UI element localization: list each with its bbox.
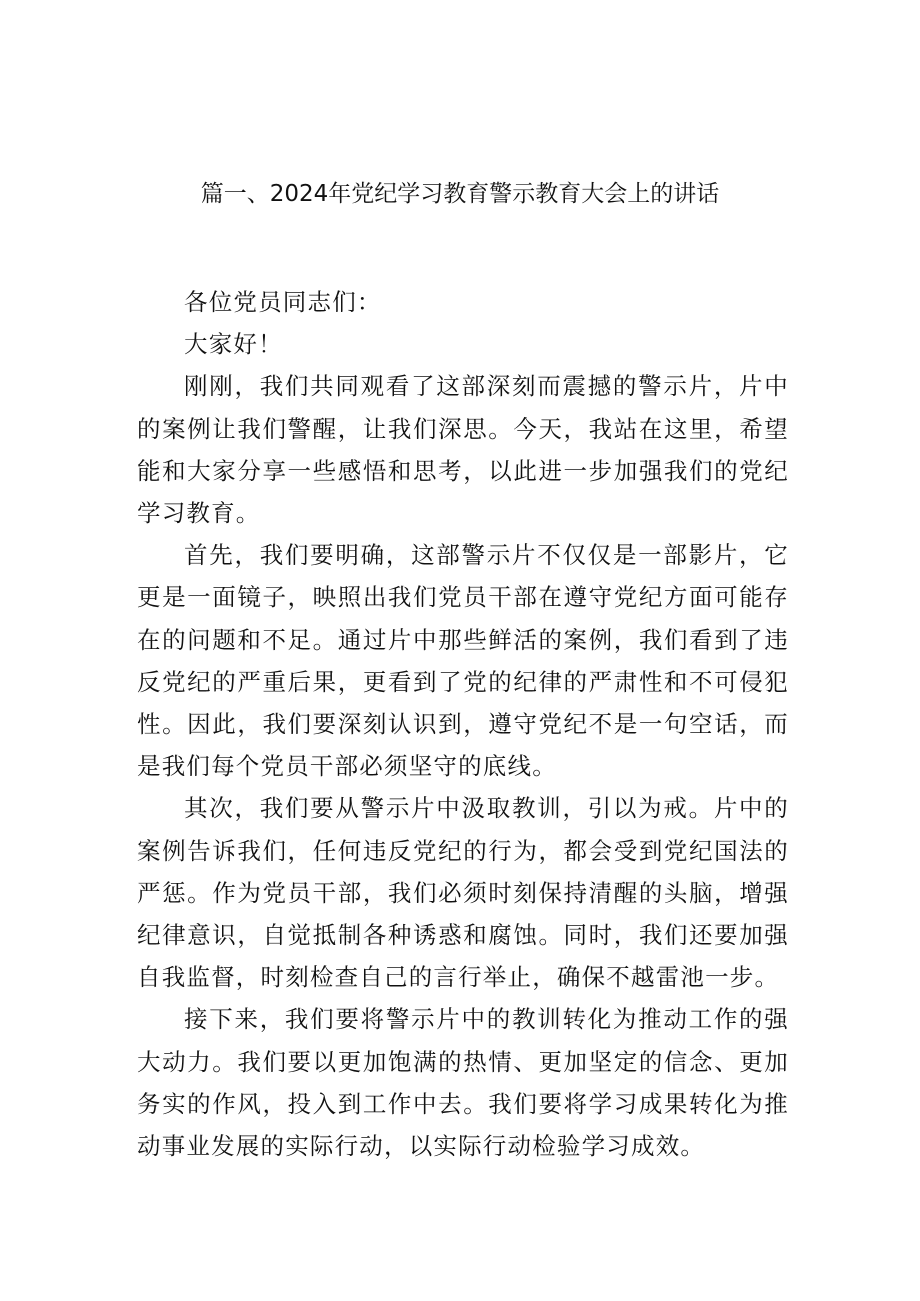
document-title: 篇一、2024年党纪学习教育警示教育大会上的讲话 <box>200 181 720 207</box>
document-body <box>137 281 789 1167</box>
paragraph-intro: 刚刚，我们共同观看了这部深刻而震撼的警示片，片中的案例让我们警醒，让我们深思。今天，我站在这里，希望能和大家分享一些感悟和思考，以此进一步加强我们的党纪学习教育。 <box>137 372 789 528</box>
paragraph-first: 首先，我们要明确，这部警示片不仅仅是一部影片，它更是一面镜子，映照出我们党员干部在遵守党纪方面可能存在的问题和不足。通过片中那些鲜活的案例，我们看到了违反党纪的严重后果，更看到了党的纪律的严肃性和不可侵犯性。因此，我们要深刻认识到，遵守党纪不是一句空话，而是我们每个党员干部必须坚守的底线。 <box>137 541 789 781</box>
salutation: 各位党员同志们： <box>184 288 382 316</box>
paragraph-second: 其次，我们要从警示片中汲取教训，引以为戒。片中的案例告诉我们，任何违反党纪的行为，都会受到党纪国法的严惩。作为党员干部，我们必须时刻保持清醒的头脑，增强纪律意识，自觉抵制各种诱惑和腐蚀。同时，我们还要加强自我监督，时刻检查自己的言行举止，确保不越雷池一步。 <box>137 794 789 992</box>
greeting: 大家好！ <box>184 330 283 359</box>
paragraph-next: 接下来，我们要将警示片中的教训转化为推动工作的强大动力。我们要以更加饱满的热情、更加坚定的信念、更加务实的作风，投入到工作中去。我们要将学习成果转化为推动事业发展的实际行动，以实际行动检验学习成效。 <box>137 1005 789 1161</box>
